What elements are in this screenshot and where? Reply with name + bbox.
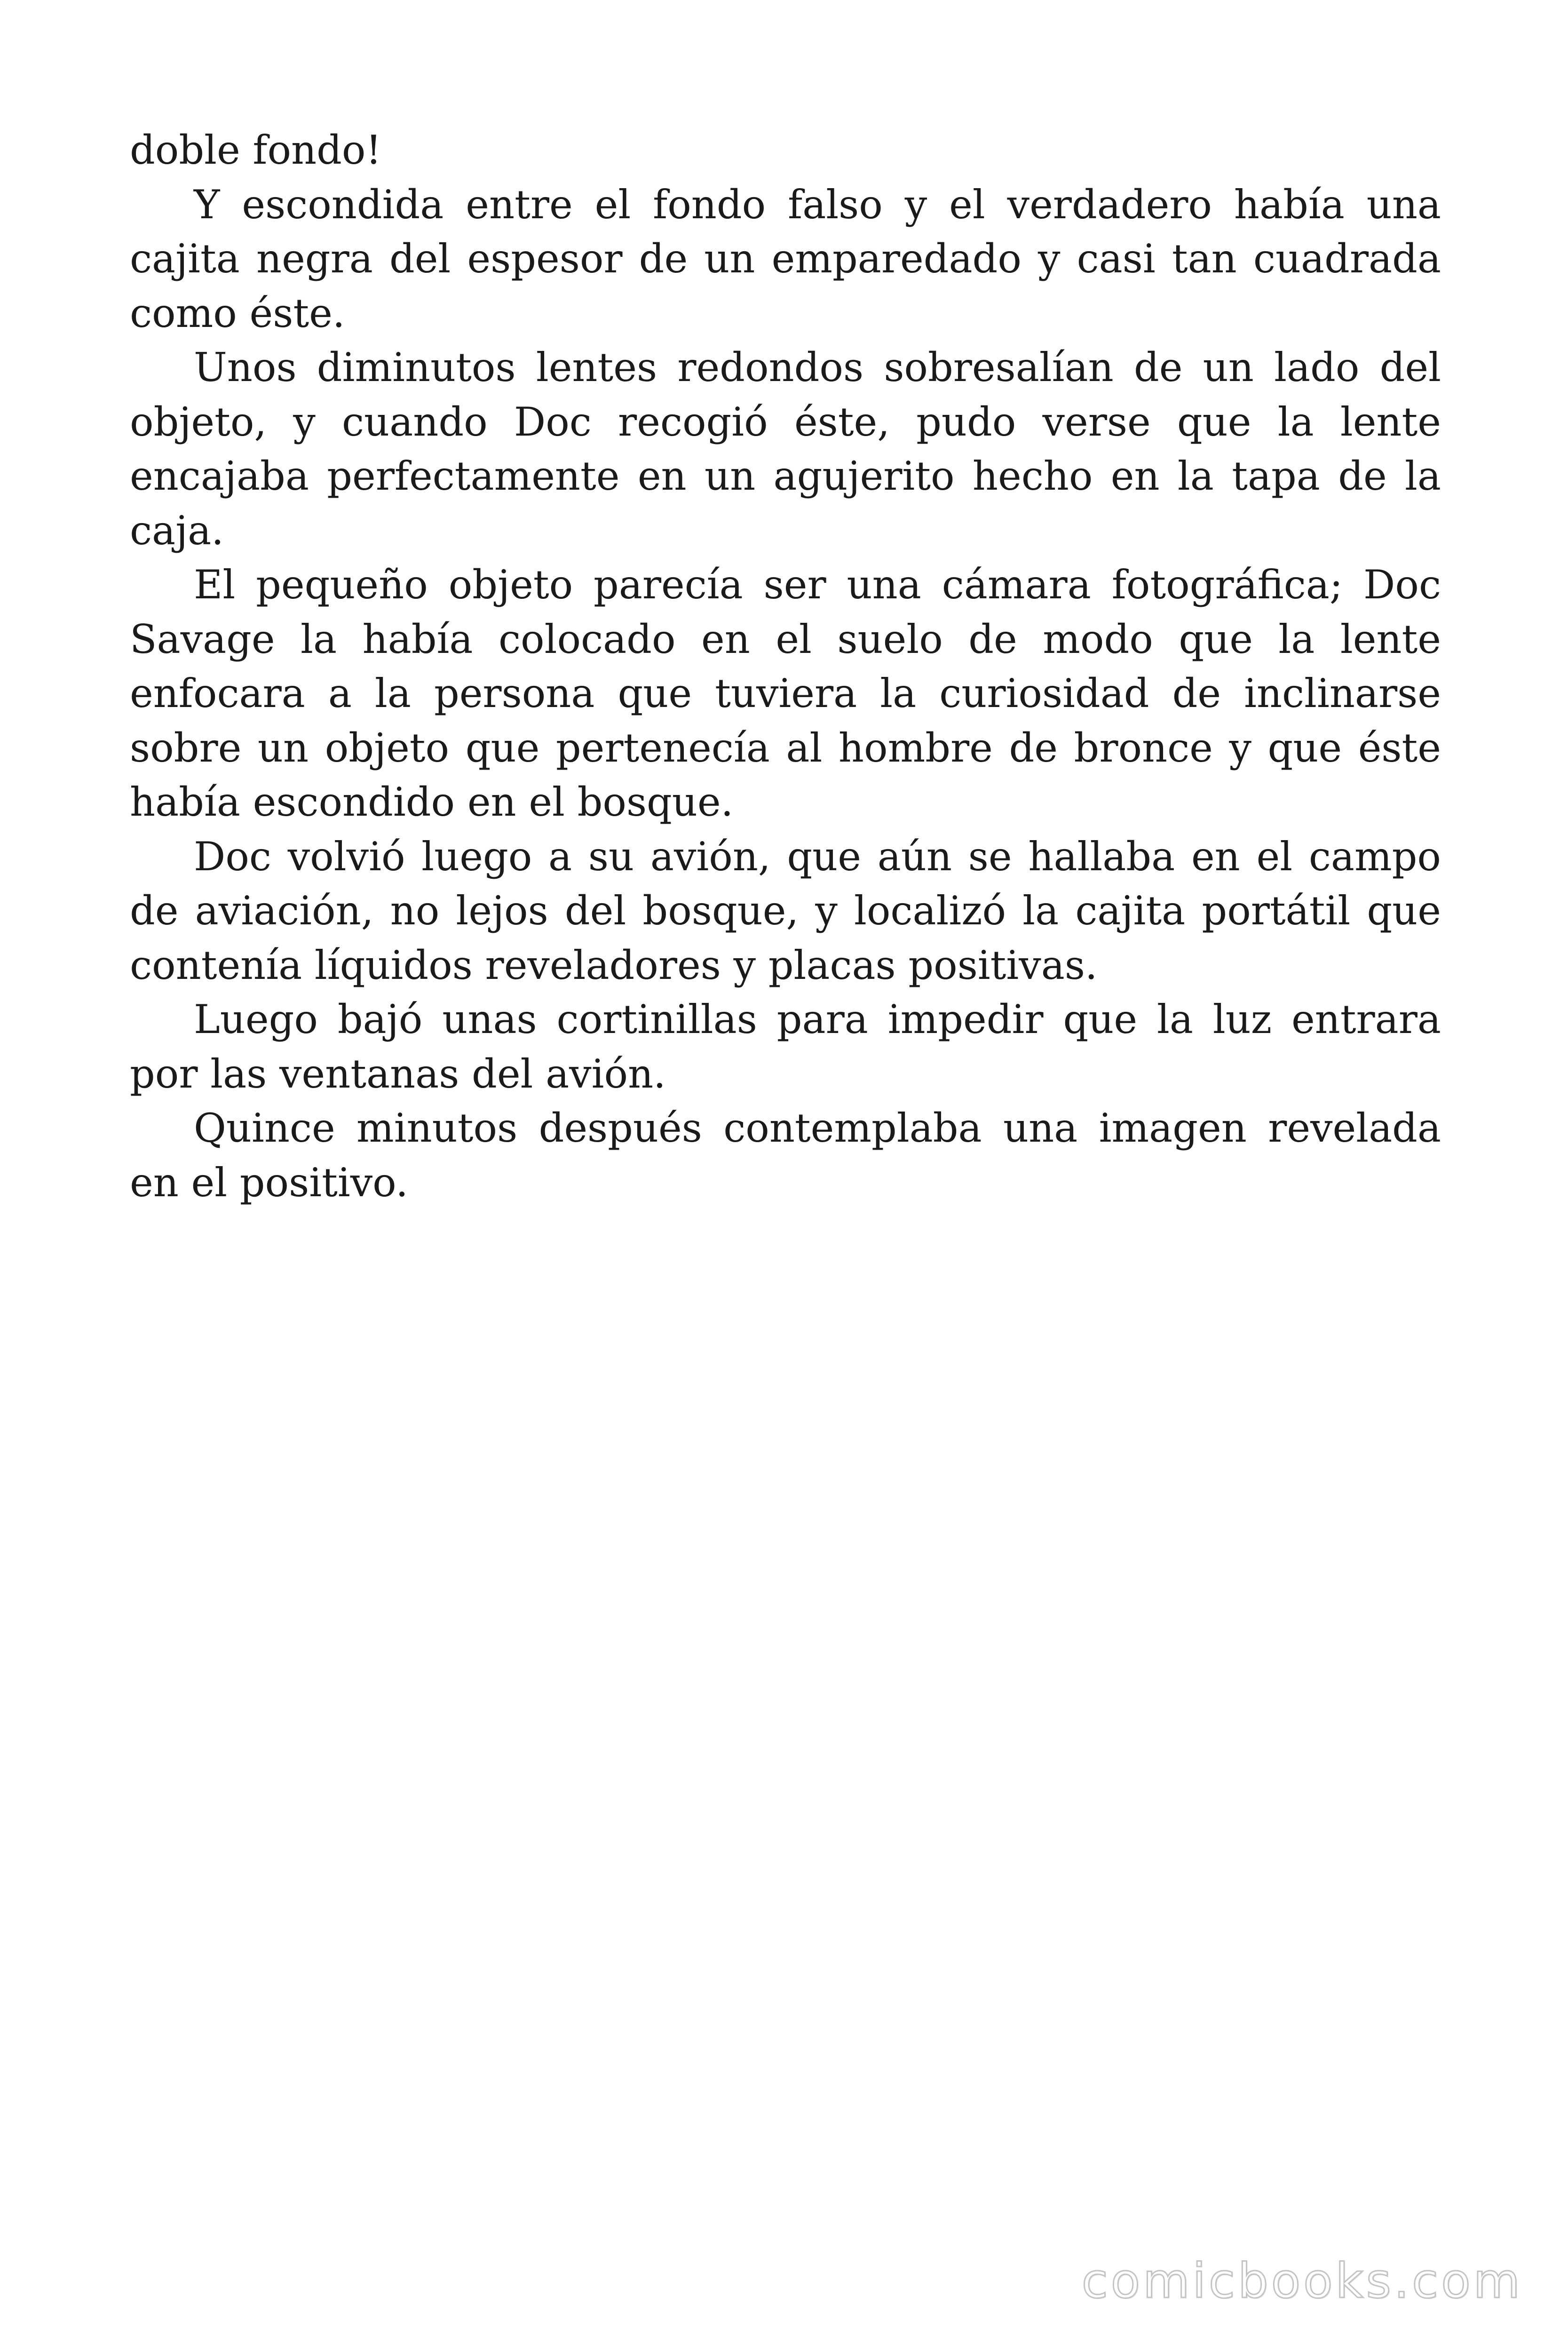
paragraph-7: Quince minutos después contemplaba una imagen revelada en el positivo. xyxy=(130,1105,1441,1206)
paragraph-1: doble fondo! xyxy=(130,127,382,173)
paragraph-2: Y escondida entre el fondo falso y el verdadero había una cajita negra del espesor de un emparedado y casi tan cuadrada como éste. xyxy=(130,181,1441,336)
paragraph-3: Unos diminutos lentes redondos sobresalían de un lado del objeto, y cuando Doc recogió éste, pudo verse que la lente encajaba perfectamente en un agujerito hecho en la tapa de la caja. xyxy=(130,344,1441,554)
paragraph-4: El pequeño objeto parecía ser una cámara fotográfica; Doc Savage la había colocado en el suelo de modo que la lente enfocara a la persona que tuviera la curiosidad de inclinarse sobre un objeto que pertenecía al hombre de bronce y que éste había escondido en el bosque. xyxy=(130,562,1441,825)
paragraph-5: Doc volvió luego a su avión, que aún se hallaba en el campo de aviación, no lejos del bosque, y localizó la cajita portátil que contenía líquidos reveladores y placas positivas. xyxy=(130,833,1441,988)
body-text xyxy=(130,123,1441,1210)
paragraph-6: Luego bajó unas cortinillas para impedir que la luz entrara por las ventanas del avión. xyxy=(130,996,1441,1097)
watermark: comicbooks.com xyxy=(1081,2253,1523,2309)
